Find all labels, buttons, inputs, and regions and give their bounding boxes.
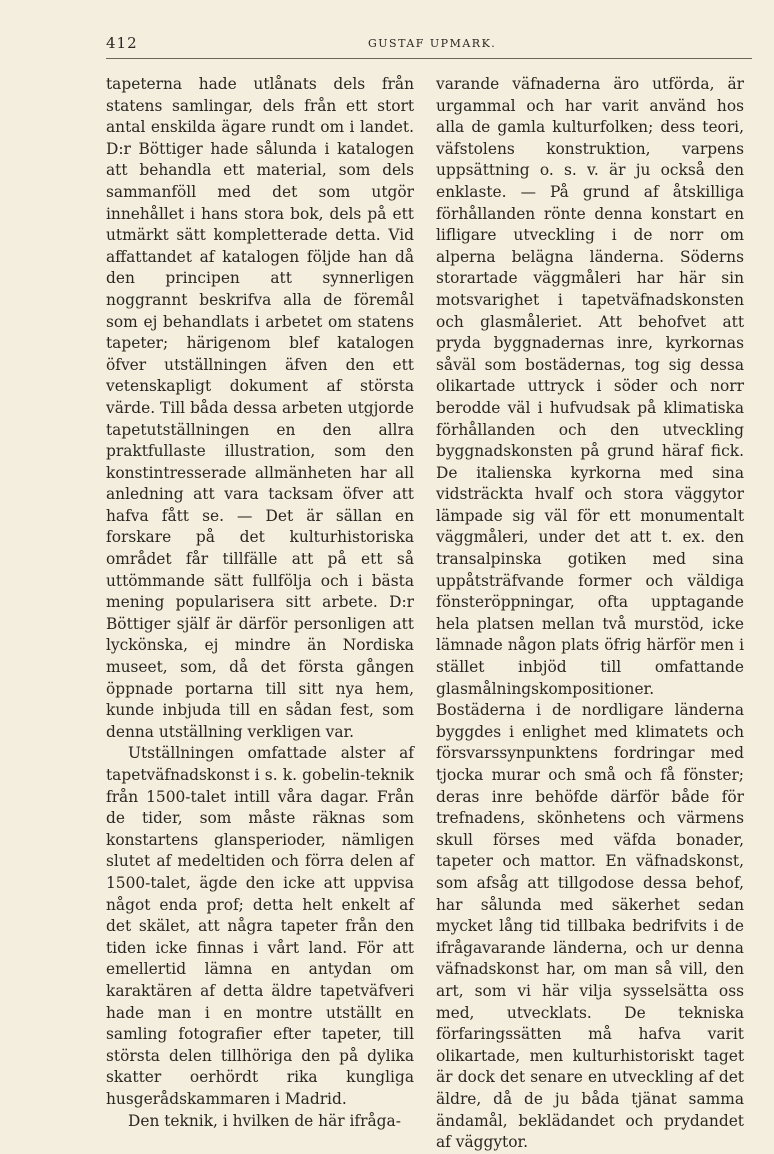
page-header [106,34,752,54]
paragraph: varande väfnaderna äro utförda, är urgammal och har varit använd hos alla de gamla kulturfolken; dess teori, väfstolens konstruktion, varpens uppsättning o. s. v. är ju också den enklaste. — På grund af åtskilliga förhållanden rönte denna konstart en lifligare utveckling i de norr om alperna belägna länderna. Söderns storartade väggmåleri har här sin motsvarighet i tapetväfnadskonsten och glasmåleriet. Att behofvet att pryda byggnadernas inre, kyrkornas såväl som bostädernas, tog sig dessa olikartade uttryck i söder och norr berodde väl i hufvudsak på klimatiska förhållanden och den utveckling byggnadskonsten på grund häraf fick. De italienska kyrkorna med sina vidsträckta hvalf och stora väggytor lämpade sig väl för ett monumentalt väggmåleri, under det att t. ex. den transalpinska gotiken med sina uppåtsträfvande former och väldiga fönsteröppningar, ofta upptagande hela platsen mellan två murstöd, icke lämnade någon plats öfrig härför men i stället inbjöd till omfattande glasmålningskompositioner. Bostäderna i de nordligare länderna byggdes i enlighet med klimatets och försvarssynpunktens fordringar med tjocka murar och små och få fönster; deras inre behöfde därför både för trefnadens, skönhetens och värmens skull förses med väfda bonader, tapeter och mattor. En väfnadskonst, som afsåg att tillgodose dessa behof, har sålunda med säkerhet sedan mycket lång tid tillbaka bedrifvits i de ifrågavarande länderna, och ur denna väfnadskonst har, om man så vill, den art, som vi här vilja sysselsätta oss med, utvecklats. De tekniska förfaringssätten må hafva varit olikartade, men kulturhistoriskt taget är dock det senare en utveckling af det äldre, då de ju båda tjänat samma ändamål, beklädandet och prydandet af väggytor. [436,75,744,1152]
left-column [106,74,414,1132]
paragraph: tapeterna hade utlånats dels från statens samlingar, dels från ett stort antal enskilda ägare rundt om i landet. D:r Böttiger hade sålunda i katalogen att behandla ett material, som dels sammanföll med det som utgör innehållet i hans stora bok, dels på ett utmärkt sätt kompletterade detta. Vid affattandet af katalogen följde han då den principen att synnerligen noggrannt beskrifva alla de föremål som ej behandlats i arbetet om statens tapeter; härigenom blef katalogen öfver utställningen äfven den ett vetenskapligt dokument af största värde. Till båda dessa arbeten utgjorde tapetutställningen en den allra praktfullaste illustration, som den konstintresserade allmänheten har all anledning att vara tacksam öfver att hafva fått se. — Det är sällan en forskare på det kulturhistoriska området får tillfälle att på ett så uttömmande sätt fullfölja och i bästa mening popularisera sitt arbete. D:r Böttiger själf är därför personligen att lyckönska, ej mindre än Nordiska museet, som, då det första gången öppnade portarna till sitt nya hem, kunde inbjuda till en sådan fest, som denna utställning verkligen var. [106,75,414,741]
page-number: 412 [106,34,138,52]
right-column [436,74,744,1154]
paragraph: Utställningen omfattade alster af tapetväfnadskonst i s. k. gobelin-teknik från 1500-talet intill våra dagar. Från de tider, som måste räknas som konstartens glansperioder, nämligen slutet af medeltiden och förra delen af 1500-talet, ägde den icke att uppvisa något enda prof; detta helt enkelt af det skälet, att några tapeter från den tiden icke finnas i vårt land. För att emellertid lämna en antydan om karaktären af detta äldre tapetväfveri hade man i en montre utställt en samling fotografier efter tapeter, till största delen tillhöriga den på dylika skatter oerhördt rika kungliga husgerådskammaren i Madrid. [106,744,414,1108]
paragraph: Den teknik, i hvilken de här ifråga- [128,1111,401,1130]
header-rule [106,58,752,59]
running-head: GUSTAF UPMARK. [368,37,497,50]
